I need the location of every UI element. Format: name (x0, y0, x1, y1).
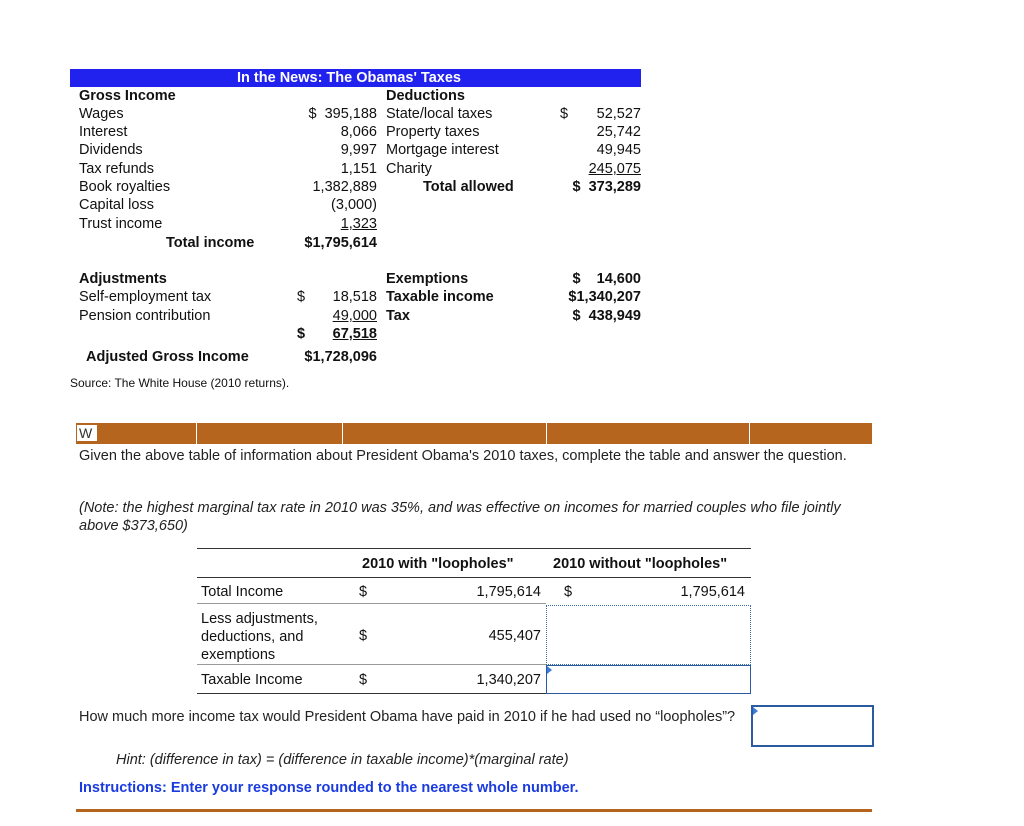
deduction-currency: $ (560, 106, 569, 122)
source-note: Source: The White House (2010 returns). (70, 376, 290, 390)
income-label: Trust income (79, 216, 163, 232)
deduction-label: State/local taxes (386, 106, 493, 122)
question-prompt: Given the above table of information about President Obama's 2010 taxes, complete the table and answer the question. (79, 448, 847, 464)
section-marker: W (77, 425, 97, 441)
row-currency: $ (359, 672, 368, 688)
deduction-label: Mortgage interest (386, 142, 499, 158)
income-value: (3,000) (331, 197, 377, 213)
row-currency: $ (564, 584, 573, 600)
news-title: In the News: The Obamas' Taxes (237, 70, 461, 86)
income-label: Wages (79, 106, 124, 122)
row-value: 1,795,614 (476, 584, 541, 600)
news-title-bar (70, 69, 641, 87)
taxable-income-value: $1,340,207 (568, 289, 641, 305)
row-currency: $ (359, 628, 368, 644)
income-label: Tax refunds (79, 161, 154, 177)
total-allowed-label: Total allowed (423, 179, 514, 195)
income-value: 8,066 (340, 124, 377, 140)
deduction-label: Property taxes (386, 124, 480, 140)
exemptions-label: Exemptions (386, 271, 469, 287)
exemptions-value: $ 14,600 (572, 271, 641, 287)
col-header-with-loopholes: 2010 with "loopholes" (362, 556, 514, 572)
income-value: 9,997 (340, 142, 377, 158)
without-loopholes-adjustments-input[interactable] (546, 605, 751, 665)
row-label-less-adjustments: Less adjustments, deductions, and exemptions (201, 611, 318, 663)
section-footer-bar (76, 809, 872, 812)
table-row-rule (197, 603, 546, 604)
adjustment-currency: $ (297, 289, 306, 305)
col-header-without-loopholes: 2010 without "loopholes" (553, 556, 728, 572)
table-header-rule (197, 577, 751, 578)
income-label: Interest (79, 124, 128, 140)
deduction-value: 49,945 (596, 142, 641, 158)
income-value: $ 395,188 (308, 106, 377, 122)
row-value: 455,407 (488, 628, 541, 644)
income-value: 1,323 (340, 216, 377, 232)
section-header-bar (76, 423, 872, 444)
adjustment-label: Pension contribution (79, 308, 211, 324)
income-label: Capital loss (79, 197, 154, 213)
row-label-total-income: Total Income (201, 584, 284, 600)
question-ask: How much more income tax would President Obama have paid in 2010 if he had used no “loopholes”? (79, 709, 736, 725)
row-value: 1,795,614 (680, 584, 745, 600)
adjustments-total-currency: $ (297, 326, 306, 342)
without-loopholes-taxable-income-input[interactable] (546, 665, 751, 694)
tax-label: Tax (386, 308, 410, 324)
adjustment-value: 18,518 (332, 289, 377, 305)
table-bottom-rule (197, 693, 546, 694)
income-value: 1,151 (340, 161, 377, 177)
row-currency: $ (359, 584, 368, 600)
row-value: 1,340,207 (476, 672, 541, 688)
table-row-rule (197, 664, 546, 665)
input-marker-icon (753, 707, 758, 715)
tax-value: $ 438,949 (572, 308, 641, 324)
total-income-value: $1,795,614 (304, 235, 377, 251)
total-allowed-value: $ 373,289 (572, 179, 641, 195)
deductions-header: Deductions (386, 88, 465, 104)
income-label: Dividends (79, 142, 143, 158)
agi-label: Adjusted Gross Income (86, 349, 249, 365)
total-income-label: Total income (166, 235, 255, 251)
instructions-text: Instructions: Enter your response rounded to the nearest whole number. (79, 780, 579, 796)
deduction-value: 25,742 (596, 124, 641, 140)
answer-input[interactable] (751, 705, 874, 747)
adjustments-total: 67,518 (332, 326, 377, 342)
taxable-income-label: Taxable income (386, 289, 494, 305)
income-label: Book royalties (79, 179, 171, 195)
deduction-value: 245,075 (588, 161, 641, 177)
table-top-rule (197, 548, 751, 549)
row-label-taxable-income: Taxable Income (201, 672, 303, 688)
income-value: 1,382,889 (312, 179, 377, 195)
agi-value: $1,728,096 (304, 349, 377, 365)
adjustment-label: Self-employment tax (79, 289, 212, 305)
adjustment-value: 49,000 (332, 308, 377, 324)
hint-text: Hint: (difference in tax) = (difference in taxable income)*(marginal rate) (116, 752, 569, 768)
deduction-label: Charity (386, 161, 432, 177)
question-note: (Note: the highest marginal tax rate in 2010 was 35%, and was effective on incomes for married couples who file jointly above $373,650) (79, 500, 841, 534)
input-marker-icon (547, 666, 552, 674)
adjustments-header: Adjustments (79, 271, 167, 287)
gross-income-header: Gross Income (79, 88, 176, 104)
deduction-value: 52,527 (596, 106, 641, 122)
